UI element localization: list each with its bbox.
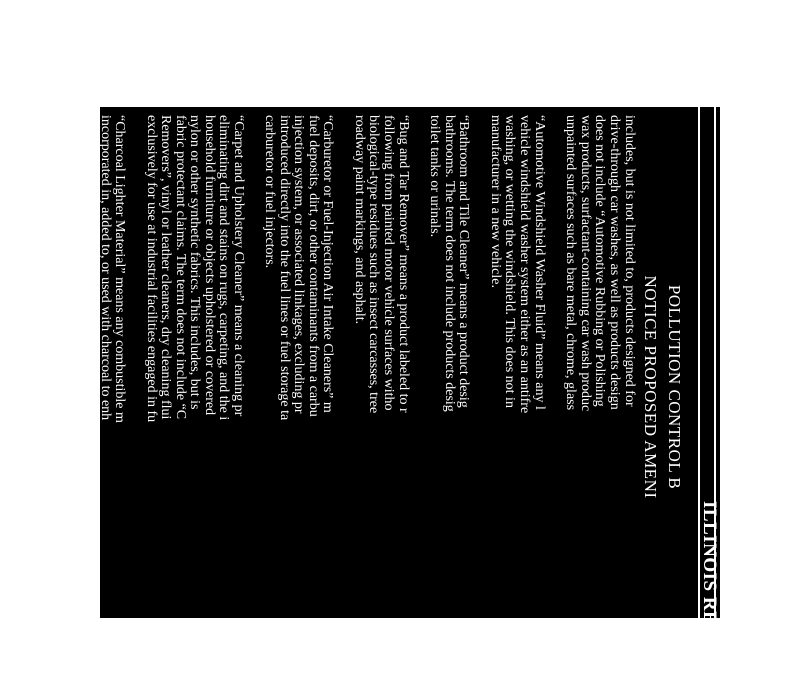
paragraph-2-line: manufacturer in a new vehicle. xyxy=(488,115,503,288)
paragraph-4-line: biological-type residues such as insect carcasses, tree xyxy=(366,115,381,414)
paragraph-2-line: washing, or wetting the windshield. This does not in xyxy=(502,115,517,408)
journal-header: ILLINOIS REGISTER xyxy=(699,501,720,699)
paragraph-6-line: nylon or other synthetic fabrics. This includes, but is xyxy=(187,115,202,410)
paragraph-6-line: Removers”, vinyl or leather cleaners, dry cleaning flui xyxy=(158,115,173,420)
rotated-page-content xyxy=(37,107,720,699)
paragraph-7-line: incorporated in, added to, or used with charcoal to enh xyxy=(98,115,113,421)
paragraph-6-line: “Carpet and Upholstery Cleaner” means a cleaning pr xyxy=(231,115,246,417)
paragraph-7-line: include any of the following: electrical starters and pro xyxy=(83,115,98,423)
paragraph-1-line: does not include “Automotive Rubbing or Polishing xyxy=(592,115,607,407)
paragraph-6-line: household furniture or objects upholstered or covered xyxy=(202,115,217,416)
paragraph-5-line: injection system, or associated linkages, excluding pr xyxy=(291,115,306,414)
paragraph-7-line: “Charcoal Lighter Material” means any combustible m xyxy=(112,115,127,423)
paragraph-5-line: introduced directly into the fuel lines or fuel storage ta xyxy=(277,115,292,421)
paragraph-4-line: following from painted motor vehicle surfaces witho xyxy=(381,115,396,411)
paragraph-8-line: “Colorant” means any pigment or coloring material use xyxy=(37,115,52,426)
paragraph-6-line: eliminating dirt and stains on rugs, carpeting, and the i xyxy=(216,115,231,421)
paragraph-6-line: exclusively for use at industrial facilities engaged in fu xyxy=(144,115,159,423)
paragraph-1-line: wax products, surfactant-containing car wash produc xyxy=(578,115,593,412)
paragraph-4-line: “Bug and Tar Remover” means a product labeled to r xyxy=(396,115,411,413)
paragraph-7-line: tinder, natural gas, propane, and fat wood. xyxy=(69,115,84,351)
title-line-1: POLLUTION CONTROL B xyxy=(665,284,684,490)
title-line-2: NOTICE PROPOSED AMENI xyxy=(641,275,660,499)
paragraph-3-line: bathrooms. The term does not include products desig xyxy=(442,115,457,412)
paragraph-2-line: vehicle windshield washer system either as an antifre xyxy=(517,115,532,414)
paragraph-1-line: includes, but is not limited to, products designed for xyxy=(622,115,637,407)
paragraph-3-line: toilet tanks or urinals. xyxy=(427,115,442,238)
paragraph-4-line: roadway paint markings, and asphalt. xyxy=(352,115,367,325)
paragraph-6-line: fabric protectant claims. The term does not include “C xyxy=(173,115,188,420)
paragraph-5-line: carburetor or fuel injectors. xyxy=(262,115,277,269)
paragraph-1-line: drive-through car washes, as well as products design xyxy=(607,115,622,410)
paragraph-2-line: “Automotive Windshield Washer Fluid” means any l xyxy=(532,115,547,410)
paragraph-5-line: fuel deposits, dirt, or other contaminants from a carbu xyxy=(306,115,321,417)
paragraph-1-line: unpainted surfaces such as bare metal, chrome, glass xyxy=(563,115,578,411)
paragraph-5-line: “Carburetor or Fuel-Injection Air Intake Cleaners” m xyxy=(320,115,335,413)
scanned-page xyxy=(37,107,720,699)
paragraph-3-line: “Bathroom and Tile Cleaner” means a product desig xyxy=(456,115,471,408)
